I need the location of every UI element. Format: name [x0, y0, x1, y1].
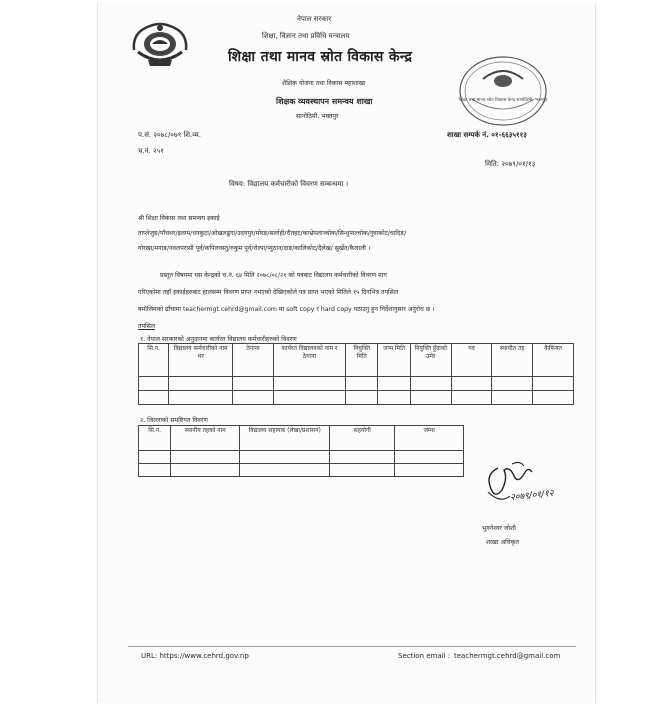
table-row: [139, 344, 574, 377]
table1-title: १. नेपाल सरकारको अनुदानमा कार्यरत विद्यालय कर्मचारीहरुको विवरण: [140, 336, 297, 343]
table-header-cell: विद्यालय सहायक (लेखा/प्रशासन): [240, 426, 330, 451]
recipient-line1: श्री शिक्षा विकास तथा समन्वय इकाई: [138, 215, 220, 222]
table-header-cell: सि.न.: [139, 426, 171, 451]
header-ministry: शिक्षा, विज्ञान तथा प्रविधि मन्त्रालय: [262, 32, 350, 40]
signatory-name: भुवनेश्वर जोशी: [482, 525, 516, 532]
handwritten-signature: [480, 460, 575, 510]
signatory-title: शाखा अधिकृत: [486, 539, 519, 546]
table-header-cell: स्थानीय तहको नाम: [171, 426, 240, 451]
table-header-cell: कार्यरत विद्यालयको नाम र ठेगाना: [273, 344, 345, 377]
body-line2: गरिएकोमा तहाँ इकाईहरुबाट हालसम्म विवरण प्राप्त नभएको देखिएकोले पत्र प्राप्त भएको मितिले १५ दिनभित्र तपसिल: [138, 289, 399, 296]
footer-rule: [128, 646, 576, 647]
table-header-cell: नियुक्ति मिति: [346, 344, 378, 377]
header-section: शिक्षक व्यवस्थापन समन्वय शाखा: [276, 97, 373, 106]
office-seal-stamp: [458, 55, 548, 127]
header-center: शिक्षा तथा मानव स्रोत विकास केन्द्र: [228, 49, 413, 65]
table-header-cell: सि.न.: [139, 344, 169, 377]
table-header-cell: स्थायीत तह: [492, 344, 533, 377]
table-header-cell: विद्यालय कर्मचारीको नाम थर: [169, 344, 233, 377]
signature-date: २०७९/०१/१२: [509, 488, 555, 504]
table2-title: २. जिल्लाको समष्टिगत विवरण: [140, 417, 208, 424]
table-header-cell: सहयोगी: [330, 426, 395, 451]
svg-text:शिक्षा तथा मानव स्रोत विकास के: शिक्षा तथा मानव स्रोत विकास केन्द्र सानोठिमी, भक्तपुर: [458, 98, 548, 103]
ref-patra: प.सं. २०७८/०७९ शि.व्य.: [138, 131, 201, 139]
recipient-line3: गोरखा/मनाङ/नवलपरासी पूर्व/कपिलवस्तु/रुकुम पूर्व/रोल्पा/प्युठान/दाङ/कालिकोट/दैलेख/ सुर्खेत/कैलाली ।: [138, 245, 371, 252]
table-header-cell: जन्म मिति: [378, 344, 410, 377]
table-row: [139, 464, 464, 477]
body-line1: प्रस्तुत विषयमा यस केन्द्रको च.नं. ६४ मिति २०७८/०८/२१ को पत्रबाट विद्यालय कर्मचारीको विवरण माग: [160, 272, 387, 279]
recipient-line2: ताप्लेजुङ/पाँचथर/इलाम/धनकुटा/ओखलढुंगा/उदयपुर/मोरङ/सर्लाही/रौतहट/काभ्रेपलाञ्चोक/सिन्धुपाल्चोक/नुवाकोट/धादिङ/: [138, 230, 407, 237]
footer-email-label: Section email :: [398, 652, 451, 660]
ref-chalani: च.नं. २५१: [138, 147, 164, 155]
table-row: [139, 377, 574, 391]
staff-table: [138, 343, 574, 405]
body-line3: बमोजिमको ढाँचामा teachermgt.cehrd@gmail.com मा soft copy र hard copy पठाउनु हुन निर्देशानुसार अनुरोध छ ।: [138, 306, 435, 313]
footer-url: URL: https://www.cehrd.gov.np: [141, 652, 249, 660]
table-header-cell: जम्मा: [395, 426, 464, 451]
ref-date: मिति: २०७९/०१/१३: [485, 160, 536, 168]
table-row: [139, 451, 464, 464]
subject-line: विषय: विद्यालय कर्मचारीको विवरण सम्बन्धमा ।: [229, 180, 349, 188]
header-gov: नेपाल सरकार: [297, 15, 332, 23]
table-header-cell: पद: [451, 344, 492, 377]
table-header-cell: नियुक्ति हुँदाको उमेर: [410, 344, 451, 377]
header-address: सानोठिमी, भक्तपुर: [296, 113, 339, 120]
header-division: शैक्षिक योजना तथा विकास महाशाखा: [282, 80, 366, 87]
table-header-cell: ठेगाना: [233, 344, 274, 377]
tapsil-label: तपसिल: [138, 323, 156, 330]
nepal-emblem-icon: [130, 20, 190, 72]
table-row: [139, 391, 574, 405]
ref-contact: शाखा सम्पर्क नं. ०१-६६३५११३: [447, 131, 527, 139]
table-header-cell: कैफियत: [533, 344, 574, 377]
footer-email: teachermgt.cehrd@gmail.com: [454, 652, 561, 660]
district-table: [138, 425, 464, 477]
table-row: [139, 426, 464, 451]
